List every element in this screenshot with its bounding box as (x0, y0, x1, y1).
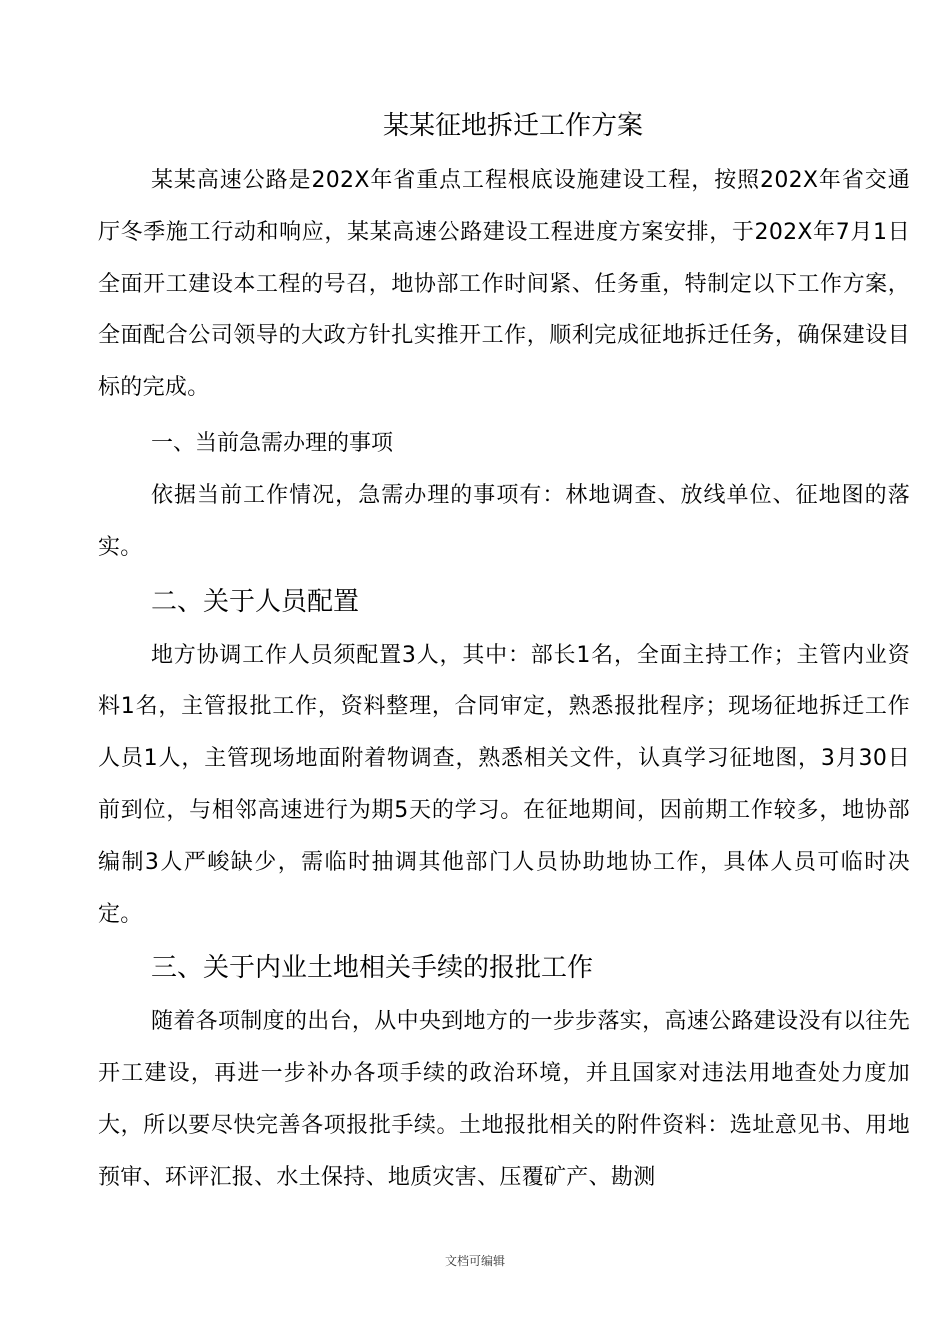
intro-paragraph: 某某高速公路是202X年省重点工程根底设施建设工程，按照202X年省交通厅冬季施工行动和响应，某某高速公路建设工程进度方案安排，于202X年7月1日全面开工建设本工程的号召，地协部工作时间紧、任务重，特制定以下工作方案，全面配合公司领导的大政方针扎实推开工作，顺利完成征地拆迁任务，确保建设目标的完成。 (98, 168, 910, 401)
document-title: 某某征地拆迁工作方案 (382, 111, 643, 141)
document-page (98, 100, 910, 1204)
page-footer: 文档可编辑 (444, 1254, 505, 1268)
section-1-body: 依据当前工作情况，急需办理的事项有：林地调查、放线单位、征地图的落实。 (98, 482, 910, 560)
section-2-body: 地方协调工作人员须配置3人，其中：部长1名，全面主持工作；主管内业资料1名，主管报批工作，资料整理，合同审定，熟悉报批程序；现场征地拆迁工作人员1人，主管现场地面附着物调查，熟悉相关文件，认真学习征地图，3月30日前到位，与相邻高速进行为期5天的学习。在征地期间，因前期工作较多，地协部编制3人严峻缺少，需临时抽调其他部门人员协助地协工作，具体人员可临时决定。 (98, 642, 910, 927)
section-3-heading: 三、关于内业土地相关手续的报批工作 (151, 953, 594, 984)
section-3-body: 随着各项制度的出台，从中央到地方的一步步落实，高速公路建设没有以往先开工建设，再进一步补办各项手续的政治环境，并且国家对违法用地查处力度加大，所以要尽快完善各项报批手续。土地报批相关的附件资料：选址意见书、用地预审、环评汇报、水土保持、地质灾害、压覆矿产、勘测 (98, 1009, 910, 1190)
section-1-heading: 一、当前急需办理的事项 (151, 430, 394, 456)
section-2-heading: 二、关于人员配置 (151, 586, 360, 617)
